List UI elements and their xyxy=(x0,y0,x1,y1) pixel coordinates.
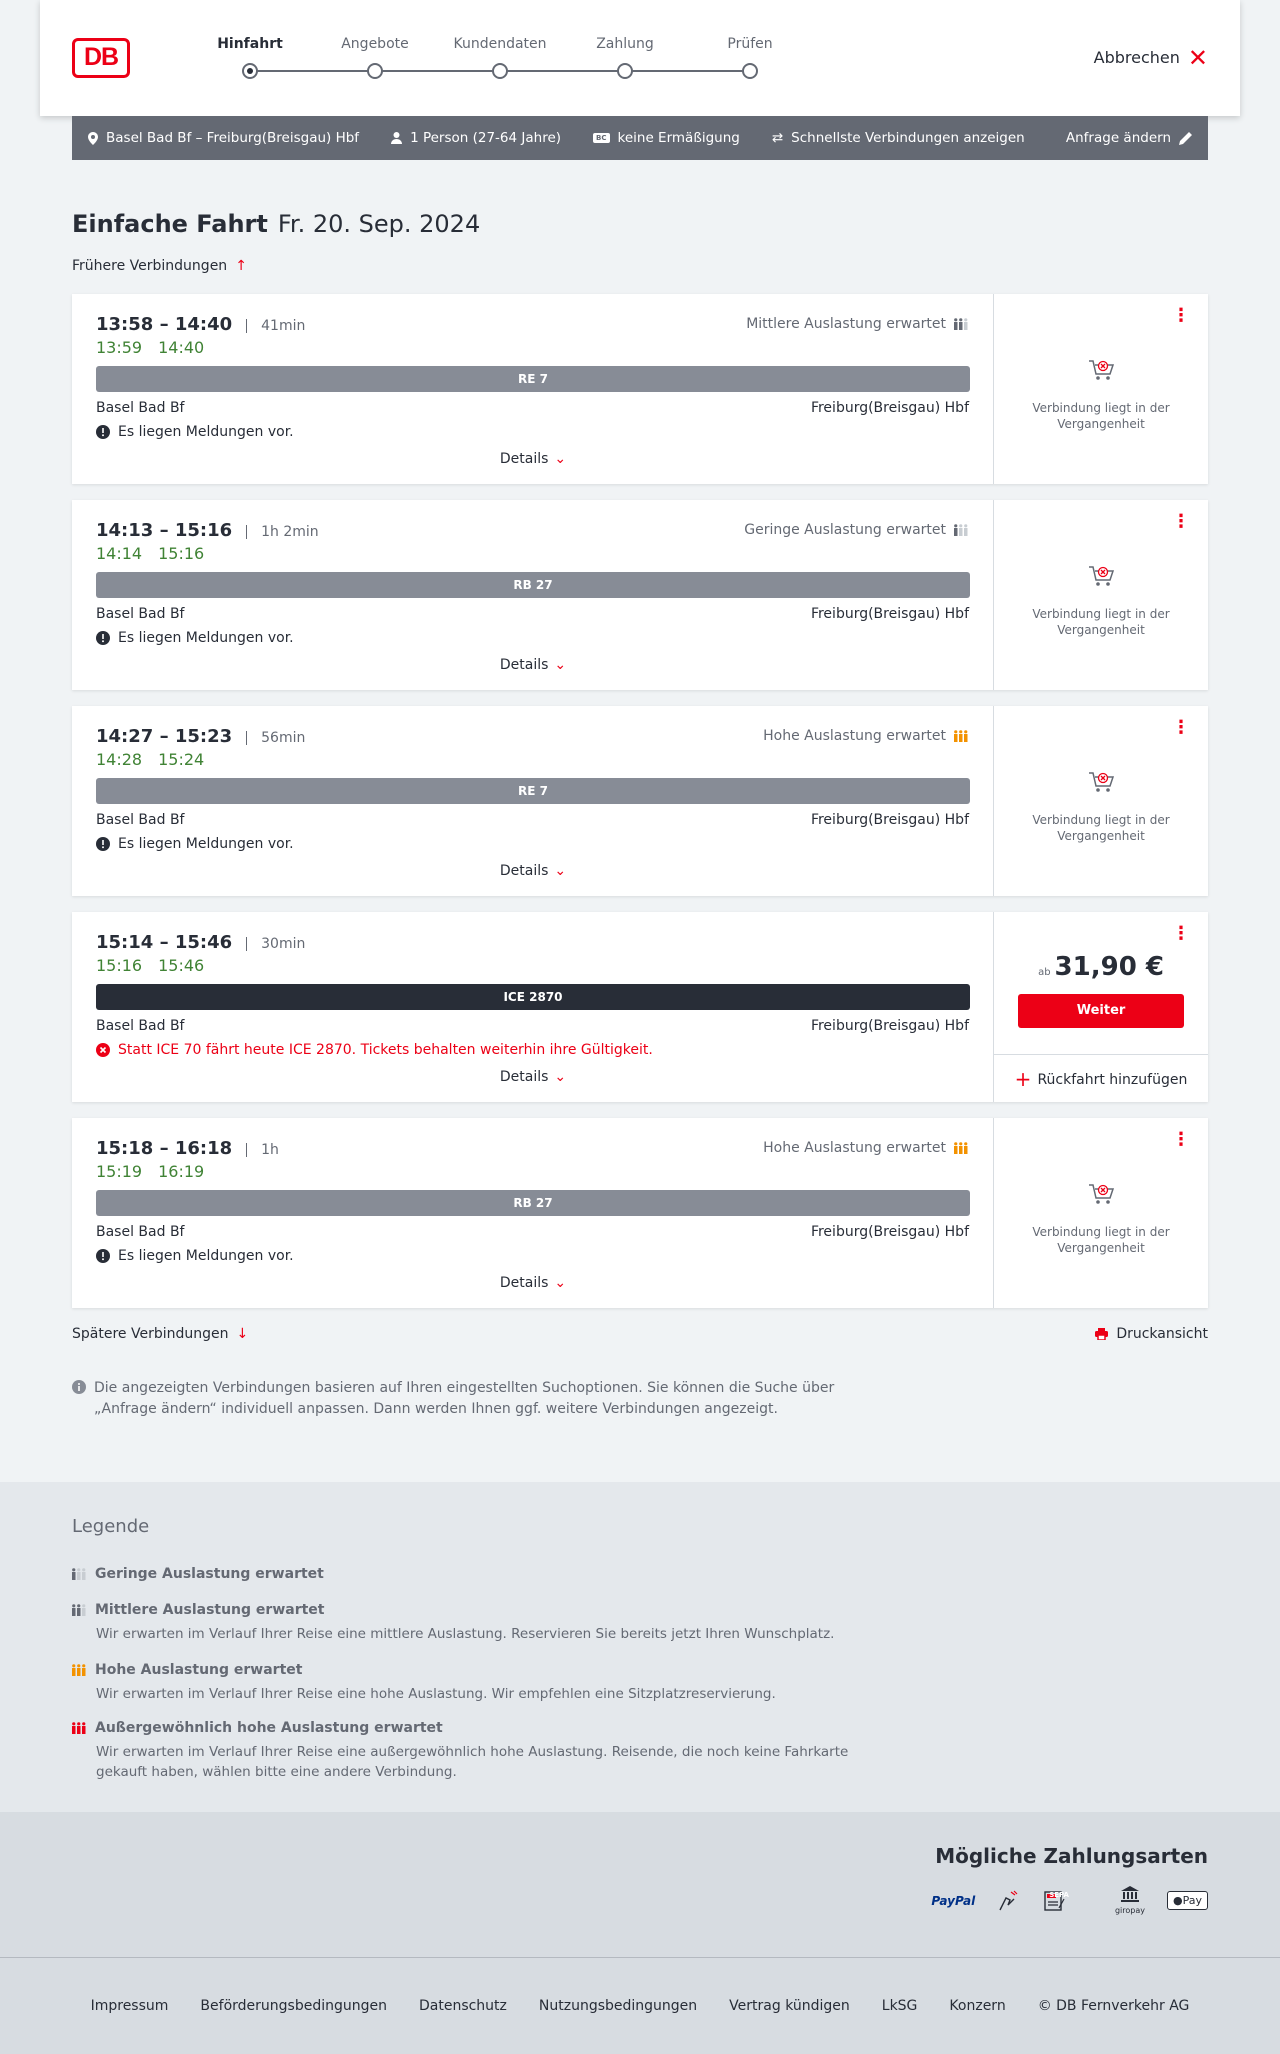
payment-logos xyxy=(931,1886,1208,1915)
error-icon xyxy=(96,1043,110,1057)
legend-item-label: Mittlere Auslastung erwartet xyxy=(95,1602,325,1618)
connection-main xyxy=(72,294,994,484)
departure-station: Basel Bad Bf xyxy=(96,1018,185,1034)
change-request-button[interactable] xyxy=(1066,130,1192,146)
legend-item xyxy=(72,1662,872,1704)
occupancy-text: Geringe Auslastung erwartet xyxy=(744,522,946,538)
chevron-down-icon: ⌄ xyxy=(554,1275,567,1291)
connection-main xyxy=(72,500,994,690)
bahncard-icon: BC xyxy=(593,133,609,143)
legend-item xyxy=(72,1566,872,1582)
step-pruefen: Prüfen xyxy=(690,36,810,56)
legend-item-desc: Wir erwarten im Verlauf Ihrer Reise eine hohe Auslastung. Wir empfehlen eine Sitzplatzreservierung. xyxy=(96,1686,776,1702)
giropay-label: giropay xyxy=(1114,1906,1145,1915)
connection-main xyxy=(72,1118,994,1308)
details-label: Details xyxy=(499,451,549,467)
details-toggle[interactable] xyxy=(72,657,994,673)
step-dot-icon xyxy=(242,63,258,79)
duration: 1h 2min xyxy=(246,525,319,539)
connection-message xyxy=(96,836,294,852)
legend-item-desc: Wir erwarten im Verlauf Ihrer Reise eine außergewöhnlich hohe Auslastung. Reisende, die noch keine Fahrkarte gekauft haben, wählen bitte eine andere Verbindung. xyxy=(96,1744,849,1780)
duration: 56min xyxy=(246,731,305,745)
occupancy-icon xyxy=(72,1664,87,1676)
message-text: Es liegen Meldungen vor. xyxy=(118,630,294,646)
route-info xyxy=(88,130,359,146)
departure-station: Basel Bad Bf xyxy=(96,400,185,416)
realtime-departure: 15:19 xyxy=(96,1162,143,1181)
step-dot-icon xyxy=(617,63,633,79)
card-hand-icon xyxy=(997,1890,1021,1912)
paypal-logo: PayPal xyxy=(931,1893,976,1908)
connection-time xyxy=(96,520,319,541)
earlier-connections-link[interactable] xyxy=(72,258,247,274)
more-options-icon[interactable]: ⋮ xyxy=(1172,717,1190,738)
info-icon xyxy=(72,1380,86,1394)
later-connections-link[interactable] xyxy=(72,1326,248,1342)
realtime-times xyxy=(96,750,220,769)
connection-message xyxy=(96,630,294,646)
details-label: Details xyxy=(499,1069,549,1085)
duration: 30min xyxy=(246,937,305,951)
sepa-label: SEPA xyxy=(1049,1890,1069,1899)
arrow-up-icon: ↑ xyxy=(235,258,247,274)
legend-item-label: Hohe Auslastung erwartet xyxy=(95,1662,303,1678)
apple-pay-label: Pay xyxy=(1182,1894,1202,1907)
details-label: Details xyxy=(499,1275,549,1291)
header xyxy=(40,0,1240,116)
discount-text: keine Ermäßigung xyxy=(617,130,740,146)
occupancy-text: Hohe Auslastung erwartet xyxy=(763,1140,946,1156)
connection-message xyxy=(96,424,294,440)
realtime-arrival: 15:16 xyxy=(158,544,205,563)
connection-card[interactable] xyxy=(72,294,1208,484)
occupancy-text: Hohe Auslastung erwartet xyxy=(763,728,946,744)
connection-card[interactable] xyxy=(72,912,1208,1102)
location-pin-icon xyxy=(88,132,98,145)
occupancy-icon xyxy=(954,524,969,536)
legend-section xyxy=(0,1482,1280,1812)
trip-date: Fr. 20. Sep. 2024 xyxy=(277,210,481,238)
warning-icon xyxy=(96,425,110,439)
duration: 41min xyxy=(246,319,305,333)
footer-link[interactable]: Datenschutz xyxy=(418,1998,507,2014)
step-dot-icon xyxy=(367,63,383,79)
connection-time xyxy=(96,932,305,953)
printer-icon xyxy=(1095,1328,1108,1340)
trip-type: Einfache Fahrt xyxy=(72,210,268,238)
offer-panel xyxy=(994,706,1208,896)
info-text: Die angezeigten Verbindungen basieren auf Ihren eingestellten Suchoptionen. Sie können die Suche über „Anfrage ändern“ individuell anpassen. Dann werden Ihnen ggf. weitere Verbindungen angezeigt. xyxy=(94,1380,835,1417)
cart-unavailable-icon xyxy=(1087,356,1115,384)
price-prefix: ab xyxy=(1038,967,1051,978)
legend-item xyxy=(72,1720,872,1782)
departure-station: Basel Bad Bf xyxy=(96,1224,185,1240)
discount-info xyxy=(593,130,740,146)
scheduled-time: 15:14 – 15:46 xyxy=(96,932,233,953)
legend-item-title xyxy=(72,1720,872,1736)
message-text: Es liegen Meldungen vor. xyxy=(118,1248,294,1264)
arrival-station: Freiburg(Breisgau) Hbf xyxy=(810,1018,969,1034)
legend-title: Legende xyxy=(72,1516,150,1537)
offer-panel xyxy=(994,500,1208,690)
offer-panel xyxy=(994,912,1208,1102)
footer-link[interactable]: Vertrag kündigen xyxy=(729,1998,850,2014)
payment-section xyxy=(0,1812,1280,1957)
step-kundendaten: Kundendaten xyxy=(440,36,560,56)
occupancy-icon xyxy=(954,730,969,742)
duration: 1h xyxy=(246,1143,279,1157)
cancel-label: Abbrechen xyxy=(1093,48,1180,67)
connection-time xyxy=(96,726,305,747)
traveller-text: 1 Person (27-64 Jahre) xyxy=(410,130,562,146)
more-options-icon[interactable]: ⋮ xyxy=(1172,305,1190,326)
occupancy-info xyxy=(763,1140,969,1156)
occupancy-icon xyxy=(72,1722,87,1734)
cart-unavailable-icon xyxy=(1087,768,1115,796)
details-label: Details xyxy=(499,863,549,879)
traveller-info xyxy=(391,130,561,146)
add-return-button[interactable] xyxy=(994,1054,1208,1102)
apple-icon: ● xyxy=(1173,1894,1183,1907)
footer-link[interactable]: LkSG xyxy=(881,1998,918,2014)
past-connection-text: Verbindung liegt in der Vergangenheit xyxy=(1032,401,1170,431)
earlier-label: Frühere Verbindungen xyxy=(72,258,228,274)
message-text: Es liegen Meldungen vor. xyxy=(118,424,294,440)
chevron-down-icon: ⌄ xyxy=(554,863,567,879)
step-dot-icon xyxy=(492,63,508,79)
payment-title: Mögliche Zahlungsarten xyxy=(935,1844,1208,1868)
person-icon xyxy=(391,132,402,144)
legend-item-desc: Wir erwarten im Verlauf Ihrer Reise eine mittlere Auslastung. Reservieren Sie bereits jetzt Ihren Wunschplatz. xyxy=(96,1626,835,1642)
legend-item-title xyxy=(72,1566,872,1582)
details-label: Details xyxy=(499,657,549,673)
db-logo[interactable]: DB xyxy=(72,38,130,78)
connection-time xyxy=(96,1138,279,1159)
cart-unavailable-icon xyxy=(1087,562,1115,590)
connection-card[interactable] xyxy=(72,706,1208,896)
past-connection-text: Verbindung liegt in der Vergangenheit xyxy=(1032,813,1170,843)
warning-icon xyxy=(96,631,110,645)
legend-item-label: Außergewöhnlich hohe Auslastung erwartet xyxy=(95,1720,443,1736)
price xyxy=(994,952,1208,982)
train-bar[interactable]: RE 7 xyxy=(96,778,970,804)
continue-button[interactable]: Weiter xyxy=(1018,994,1184,1028)
message-text: Statt ICE 70 fährt heute ICE 2870. Tickets behalten weiterhin ihre Gültigkeit. xyxy=(118,1042,653,1058)
price-value: 31,90 € xyxy=(1054,952,1164,982)
connection-message xyxy=(96,1248,294,1264)
footer-link[interactable]: Konzern xyxy=(949,1998,1006,2014)
warning-icon xyxy=(96,837,110,851)
connection-main xyxy=(72,706,994,896)
connection-card[interactable] xyxy=(72,500,1208,690)
step-zahlung: Zahlung xyxy=(565,36,685,56)
page-title xyxy=(72,210,480,238)
realtime-times xyxy=(96,544,220,563)
footer-link[interactable]: Beförderungsbedingungen xyxy=(200,1998,387,2014)
details-toggle[interactable] xyxy=(72,1275,994,1291)
warning-icon xyxy=(96,1249,110,1263)
train-bar[interactable]: RE 7 xyxy=(96,366,970,392)
past-connection-text: Verbindung liegt in der Vergangenheit xyxy=(1032,607,1170,637)
arrival-station: Freiburg(Breisgau) Hbf xyxy=(810,812,969,828)
connection-time xyxy=(96,314,305,335)
progress-steps xyxy=(210,36,840,86)
realtime-times xyxy=(96,1162,220,1181)
cart-unavailable-icon xyxy=(1087,1180,1115,1208)
add-return-label: Rückfahrt hinzufügen xyxy=(1037,1072,1188,1088)
info-note xyxy=(72,1378,852,1420)
print-view-link[interactable] xyxy=(1095,1326,1208,1342)
search-summary-bar xyxy=(72,116,1208,160)
later-label: Spätere Verbindungen xyxy=(72,1326,229,1342)
fastest-text: Schnellste Verbindungen anzeigen xyxy=(791,130,1025,146)
footer-link[interactable]: Impressum xyxy=(90,1998,169,2014)
connection-message xyxy=(96,1042,653,1058)
scheduled-time: 14:13 – 15:16 xyxy=(96,520,233,541)
connection-card[interactable] xyxy=(72,1118,1208,1308)
scheduled-time: 13:58 – 14:40 xyxy=(96,314,233,335)
more-options-icon[interactable]: ⋮ xyxy=(1172,511,1190,532)
past-connection-text: Verbindung liegt in der Vergangenheit xyxy=(1032,1225,1170,1255)
train-bar[interactable]: RB 27 xyxy=(96,1190,970,1216)
details-toggle[interactable] xyxy=(72,863,994,879)
footer-link: © DB Fernverkehr AG xyxy=(1037,1998,1190,2014)
change-request-label: Anfrage ändern xyxy=(1065,130,1171,146)
realtime-times xyxy=(96,338,220,357)
realtime-arrival: 15:46 xyxy=(158,956,205,975)
legend-item-title xyxy=(72,1662,872,1678)
plus-icon: + xyxy=(1014,1067,1032,1091)
realtime-arrival: 16:19 xyxy=(158,1162,205,1181)
arrival-station: Freiburg(Breisgau) Hbf xyxy=(810,1224,969,1240)
realtime-departure: 15:16 xyxy=(96,956,143,975)
train-bar[interactable]: ICE 2870 xyxy=(96,984,970,1010)
realtime-arrival: 14:40 xyxy=(158,338,205,357)
occupancy-icon xyxy=(72,1604,87,1616)
step-dot-icon xyxy=(742,63,758,79)
legend-item xyxy=(72,1602,872,1644)
footer-link[interactable]: Nutzungsbedingungen xyxy=(538,1998,698,2014)
chevron-down-icon: ⌄ xyxy=(554,451,567,467)
building-icon xyxy=(1121,1886,1139,1902)
legend-item-label: Geringe Auslastung erwartet xyxy=(95,1566,324,1582)
legend-item-title xyxy=(72,1602,872,1618)
departure-station: Basel Bad Bf xyxy=(96,812,185,828)
fastest-toggle[interactable] xyxy=(772,130,1025,146)
message-text: Es liegen Meldungen vor. xyxy=(118,836,294,852)
arrow-down-icon: ↓ xyxy=(236,1326,249,1342)
occupancy-info xyxy=(746,316,969,332)
occupancy-info xyxy=(744,522,969,538)
print-label: Druckansicht xyxy=(1116,1326,1208,1342)
close-icon: ✕ xyxy=(1187,43,1208,72)
occupancy-info xyxy=(763,728,969,744)
train-bar[interactable]: RB 27 xyxy=(96,572,970,598)
departure-station: Basel Bad Bf xyxy=(96,606,185,622)
realtime-arrival: 15:24 xyxy=(158,750,205,769)
swap-arrows-icon: ⇄ xyxy=(771,130,784,146)
giropay-logo xyxy=(1115,1886,1145,1915)
route-text: Basel Bad Bf – Freiburg(Breisgau) Hbf xyxy=(106,130,360,146)
offer-panel xyxy=(994,294,1208,484)
cancel-button[interactable] xyxy=(1093,43,1208,72)
realtime-departure: 14:14 xyxy=(96,544,143,563)
realtime-departure: 14:28 xyxy=(96,750,143,769)
more-options-icon[interactable]: ⋮ xyxy=(1172,923,1190,944)
step-angebote: Angebote xyxy=(315,36,435,56)
occupancy-icon xyxy=(954,318,969,330)
arrival-station: Freiburg(Breisgau) Hbf xyxy=(810,400,969,416)
more-options-icon[interactable]: ⋮ xyxy=(1172,1129,1190,1150)
details-toggle[interactable] xyxy=(72,451,994,467)
details-toggle[interactable] xyxy=(72,1069,994,1085)
occupancy-icon xyxy=(954,1142,969,1154)
realtime-times xyxy=(96,956,220,975)
realtime-departure: 13:59 xyxy=(96,338,143,357)
chevron-down-icon: ⌄ xyxy=(554,1069,567,1085)
offer-panel xyxy=(994,1118,1208,1308)
step-hinfahrt: Hinfahrt xyxy=(190,36,310,56)
occupancy-text: Mittlere Auslastung erwartet xyxy=(746,316,946,332)
connection-main xyxy=(72,912,994,1102)
scheduled-time: 15:18 – 16:18 xyxy=(96,1138,233,1159)
pencil-icon xyxy=(1179,132,1192,145)
scheduled-time: 14:27 – 15:23 xyxy=(96,726,233,747)
footer xyxy=(0,1957,1280,2054)
apple-pay-logo xyxy=(1167,1891,1208,1910)
occupancy-icon xyxy=(72,1568,87,1580)
arrival-station: Freiburg(Breisgau) Hbf xyxy=(810,606,969,622)
chevron-down-icon: ⌄ xyxy=(554,657,567,673)
